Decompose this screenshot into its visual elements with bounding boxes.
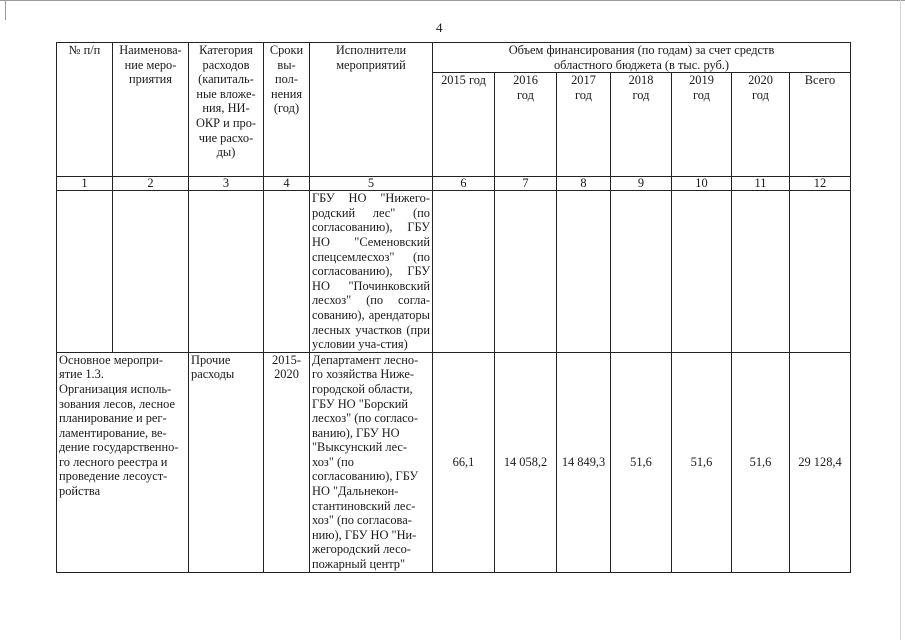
header-executors: Исполнители мероприятий [310,43,433,177]
row-term-cell: 2015- 2020 [264,352,310,572]
row-category-cell [189,191,264,353]
header-year-2020: 2020 год [732,73,790,177]
column-number: 4 [264,177,310,191]
scan-edge-left [5,0,6,20]
header-year-2016: 2016 год [495,73,557,177]
column-number: 6 [433,177,495,191]
row-value-2017 [557,191,611,353]
column-number: 1 [57,177,113,191]
header-year-2019: 2019 год [672,73,732,177]
header-name: Наименова- ние меро- приятия [113,43,189,177]
row-name-cell [113,191,189,353]
row-executors-cell: Департамент лесно- го хозяйства Ниже- городской области, ГБУ НО "Борский лесхоз" (по согласо- ванию), ГБУ НО "Выксунский лес- хоз" (по согласованию), ГБУ НО "Дальнекон- стантиновский лес- хоз" (по согласова- нию), ГБУ НО "Ни- жегородский лесо- пожарный центр" [310,352,433,572]
row-value-2018 [611,191,672,353]
column-number: 8 [557,177,611,191]
row-value-2020 [732,191,790,353]
row-value-2018: 51,6 [611,352,672,572]
header-year-2018: 2018 год [611,73,672,177]
header-total: Всего [790,73,851,177]
table-row [57,352,851,572]
row-value-2019 [672,191,732,353]
row-value-2016 [495,191,557,353]
table-row [57,191,851,353]
row-value-2015 [433,191,495,353]
row-value-2020: 51,6 [732,352,790,572]
row-executors-cell: ГБУ НО "Нижего-родский лес" (по согласованию), ГБУ НО "Семеновский спецсемлесхоз" (по согласованию), ГБУ НО "Починковский лесхоз" (по согла-сованию), арендаторы лесных участков (при условии уча-стия) [310,191,433,353]
page-number: 4 [436,20,443,35]
row-value-2016: 14 058,2 [495,352,557,572]
row-num-cell [57,191,113,353]
row-category-cell: Прочие расходы [189,352,264,572]
column-number: 11 [732,177,790,191]
column-number: 9 [611,177,672,191]
scan-edge-right [900,0,901,640]
header-financing: Объем финансирования (по годам) за счет средств областного бюджета (в тыс. руб.) [433,43,851,73]
column-number: 3 [189,177,264,191]
column-number: 12 [790,177,851,191]
row-value-total: 29 128,4 [790,352,851,572]
row-term-cell [264,191,310,353]
header-term: Сроки вы- пол- нения (год) [264,43,310,177]
column-number: 7 [495,177,557,191]
row-value-total [790,191,851,353]
row-value-2017: 14 849,3 [557,352,611,572]
header-row [57,43,851,73]
column-number: 2 [113,177,189,191]
header-year-2015: 2015 год [433,73,495,177]
header-category: Категория расходов (капиталь- ные вложе- ния, НИ- ОКР и про- чие расхо- ды) [189,43,264,177]
column-number-row [57,177,851,191]
row-value-2019: 51,6 [672,352,732,572]
scan-edge-top [0,0,905,1]
column-number: 10 [672,177,732,191]
row-value-2015: 66,1 [433,352,495,572]
row-name-cell: Основное меропри- ятие 1.3. Организация исполь- зования лесов, лесное планирование и рег- ламентирование, ве- дение государственно- го лесного реестра и проведение лесоуст- ройства [57,352,189,572]
column-number: 5 [310,177,433,191]
header-year-2017: 2017 год [557,73,611,177]
financing-table [56,42,851,573]
header-num: № п/п [57,43,113,177]
